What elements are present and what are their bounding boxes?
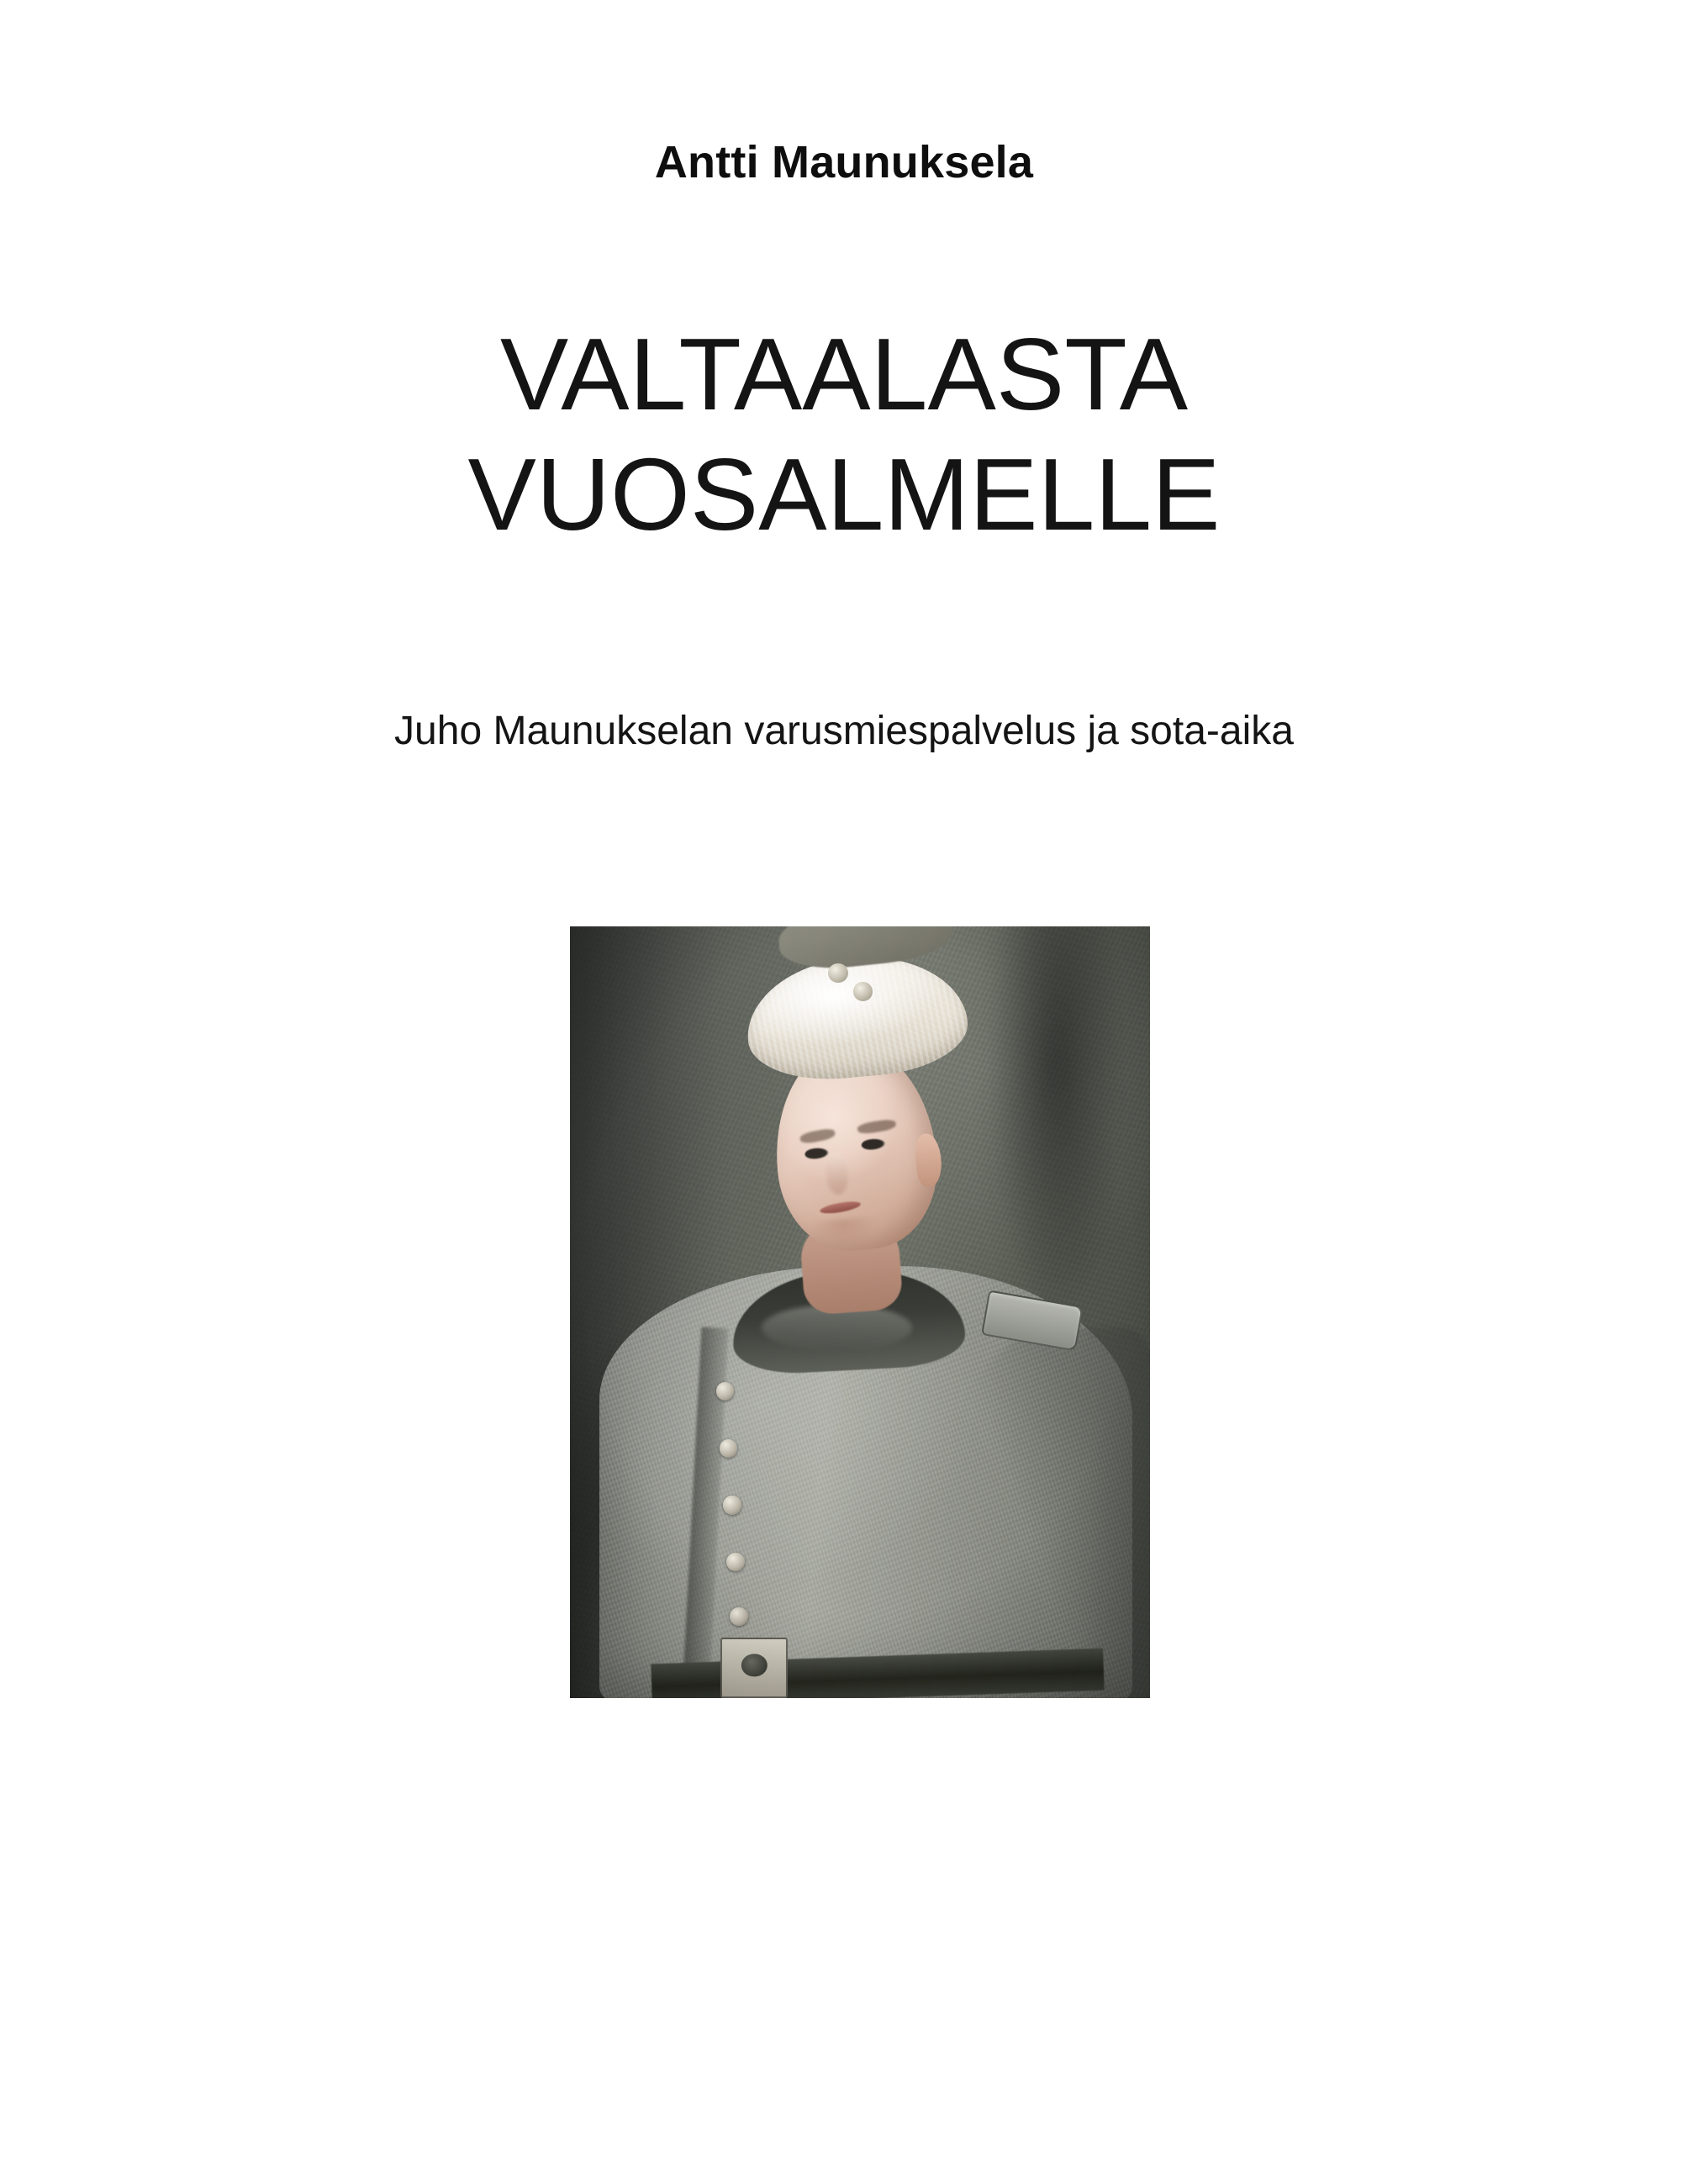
fur-winter-cap — [742, 948, 973, 1087]
eyebrow-right — [857, 1119, 896, 1136]
eye-right — [862, 1137, 887, 1152]
eyebrow-left — [799, 1128, 836, 1146]
title-line-2: VUOSALMELLE — [467, 436, 1221, 551]
nose — [824, 1153, 850, 1196]
author-name: Antti Maunuksela — [654, 137, 1034, 187]
fur-texture — [742, 948, 973, 1087]
cap-button — [853, 982, 873, 1001]
coat-button — [726, 1553, 744, 1571]
eye-left — [804, 1147, 830, 1161]
ear — [914, 1132, 944, 1188]
subtitle: Juho Maunukselan varusmiespalvelus ja sota-aika — [394, 709, 1294, 753]
photo-backdrop — [570, 926, 1150, 1698]
mouth — [819, 1200, 861, 1216]
coat-button — [720, 1439, 737, 1458]
soldier-portrait-photo — [570, 926, 1150, 1698]
coat-button — [723, 1496, 741, 1514]
page-title — [0, 314, 1688, 554]
chin-shadow — [808, 1216, 880, 1251]
coat-button — [730, 1607, 747, 1626]
coat-button — [716, 1382, 734, 1401]
cap-button — [828, 963, 847, 983]
coat-sleeve-shadow — [952, 1327, 1150, 1698]
soldier-figure — [570, 926, 1150, 1698]
title-line-1: VALTAALASTA — [499, 317, 1189, 431]
belt-buckle — [720, 1638, 788, 1698]
